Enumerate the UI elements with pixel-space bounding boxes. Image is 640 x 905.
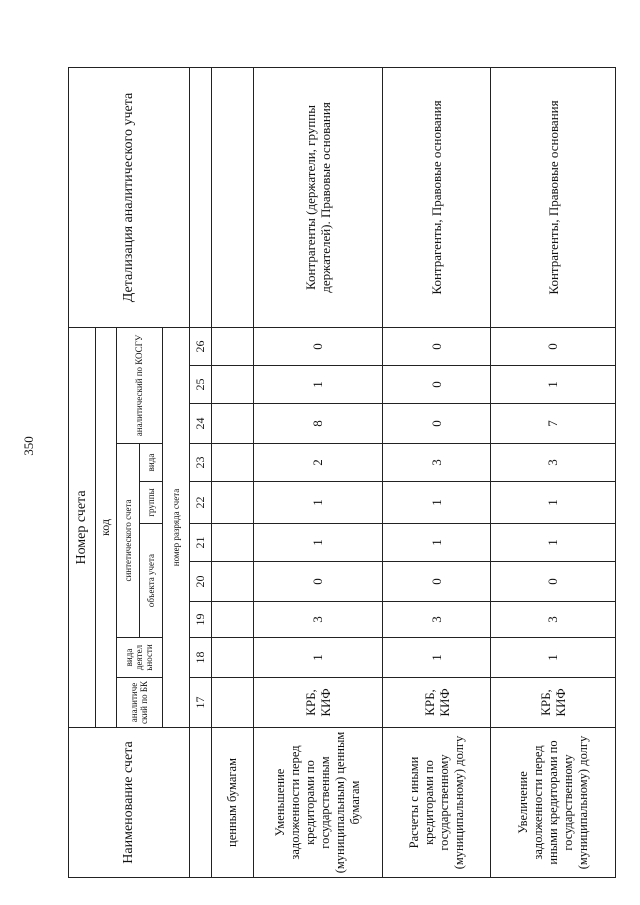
row-value: 0 — [491, 327, 616, 365]
row-value: 0 — [254, 327, 383, 365]
digit-18: 18 — [189, 638, 212, 678]
row-value: 3 — [383, 444, 491, 482]
row-value: 7 — [491, 404, 616, 444]
row-value: 0 — [491, 562, 616, 602]
row-value: 1 — [254, 366, 383, 404]
header-group: группы — [139, 482, 162, 524]
row-name: Увеличение задолженности перед иными кредиторами по государственному (муниципальному) долгу — [491, 728, 616, 878]
row-value: 0 — [383, 404, 491, 444]
row-bk — [212, 678, 254, 728]
digit-empty-detail — [189, 67, 212, 327]
row-value — [212, 602, 254, 638]
digit-21: 21 — [189, 524, 212, 562]
row-value: 1 — [254, 638, 383, 678]
row-value: 3 — [491, 602, 616, 638]
row-value: 1 — [254, 482, 383, 524]
table-row — [383, 67, 491, 877]
row-value — [212, 482, 254, 524]
row-value: 3 — [383, 602, 491, 638]
row-bk: КРБ, КИФ — [491, 678, 616, 728]
header-synthetic: синтетического счета — [116, 444, 139, 638]
row-value: 1 — [491, 366, 616, 404]
row-value: 3 — [254, 602, 383, 638]
digit-17: 17 — [189, 678, 212, 728]
row-detail: Контрагенты, Правовые основания — [383, 67, 491, 327]
header-kind: вида — [139, 444, 162, 482]
digit-22: 22 — [189, 482, 212, 524]
digit-19: 19 — [189, 602, 212, 638]
table-row — [254, 67, 383, 877]
digit-23: 23 — [189, 444, 212, 482]
digit-empty-name — [189, 728, 212, 878]
row-value: 0 — [383, 562, 491, 602]
row-bk: КРБ, КИФ — [254, 678, 383, 728]
row-detail: Контрагенты, Правовые основания — [491, 67, 616, 327]
row-detail — [212, 67, 254, 327]
header-activity-kind: вида деятел ьности — [116, 638, 162, 678]
row-value — [212, 404, 254, 444]
header-analytic-bk: аналитиче ский по БК — [116, 678, 162, 728]
row-value — [212, 327, 254, 365]
row-value: 1 — [491, 524, 616, 562]
header-detail: Детализация аналитического учета — [69, 67, 190, 327]
row-value: 1 — [491, 638, 616, 678]
row-detail: Контрагенты (держатели, группы держателей). Правовые основания — [254, 67, 383, 327]
row-value: 0 — [254, 562, 383, 602]
row-value — [212, 638, 254, 678]
row-value: 3 — [491, 444, 616, 482]
row-value: 1 — [383, 482, 491, 524]
table-row — [212, 67, 254, 877]
row-value: 1 — [383, 638, 491, 678]
row-name: Расчеты с иными кредиторами по государственному (муниципальному) долгу — [383, 728, 491, 878]
row-value — [212, 524, 254, 562]
row-value — [212, 444, 254, 482]
row-name: Уменьшение задолженности перед кредиторами по государственным (муниципальным) ценным бумагам — [254, 728, 383, 878]
row-value — [212, 562, 254, 602]
row-value: 2 — [254, 444, 383, 482]
header-name: Наименование счета — [69, 728, 190, 878]
row-name: ценным бумагам — [212, 728, 254, 878]
digit-20: 20 — [189, 562, 212, 602]
account-table — [68, 67, 616, 878]
header-account-number: Номер счета — [69, 327, 96, 727]
rotated-table-container — [68, 68, 616, 878]
row-value: 1 — [383, 524, 491, 562]
row-value: 0 — [383, 327, 491, 365]
row-value — [212, 366, 254, 404]
header-digit-number: номер разряда счета — [162, 327, 189, 727]
digit-26: 26 — [189, 327, 212, 365]
row-value: 0 — [383, 366, 491, 404]
header-analytic-kosgu: аналитический по КОСГУ — [116, 327, 162, 443]
page-number: 350 — [21, 436, 36, 456]
digit-24: 24 — [189, 404, 212, 444]
header-code: код — [96, 327, 117, 727]
row-value: 1 — [491, 482, 616, 524]
header-object: объекта учета — [139, 524, 162, 638]
digit-25: 25 — [189, 366, 212, 404]
table-row — [491, 67, 616, 877]
row-value: 8 — [254, 404, 383, 444]
row-bk: КРБ, КИФ — [383, 678, 491, 728]
row-value: 1 — [254, 524, 383, 562]
